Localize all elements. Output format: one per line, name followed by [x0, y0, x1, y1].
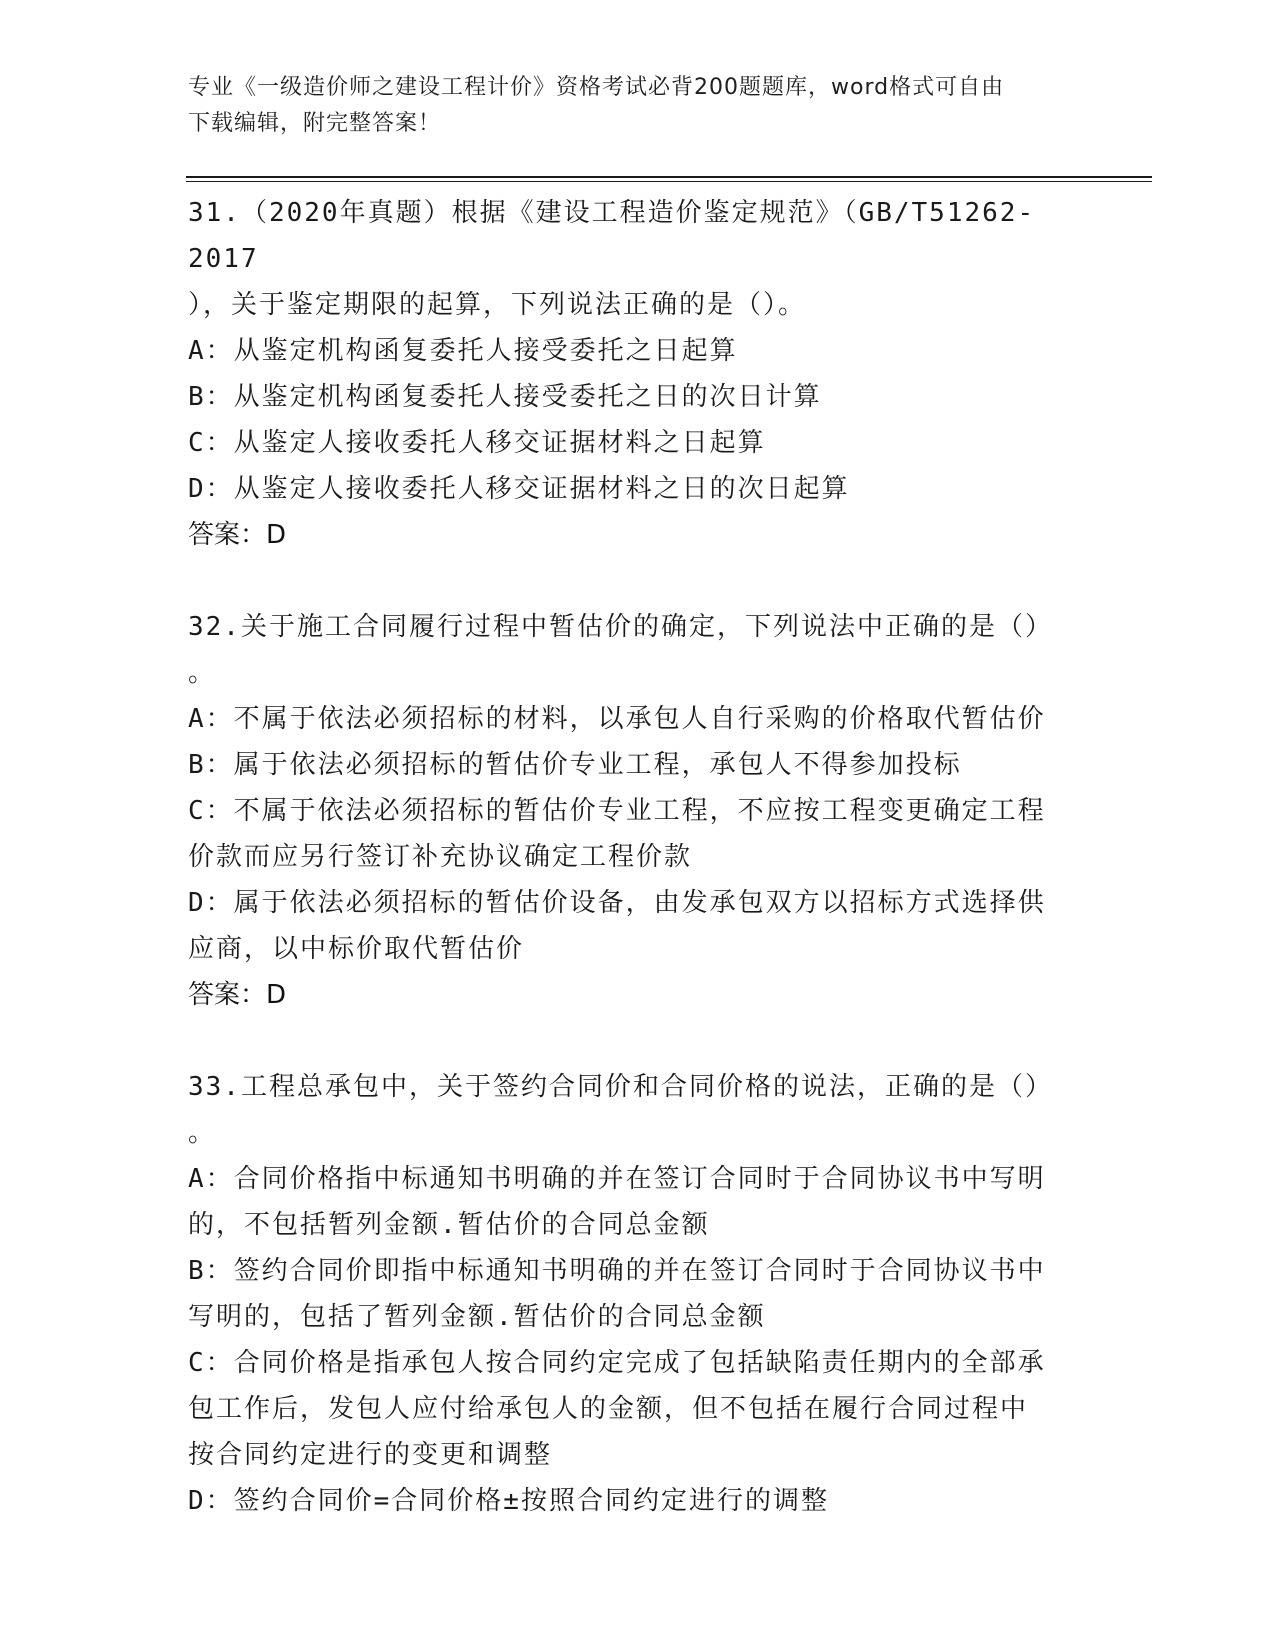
question-text-line: 32.关于施工合同履行过程中暂估价的确定，下列说法中正确的是（）: [188, 612, 1053, 642]
option-text-line: A：不属于依法必须招标的材料，以承包人自行采购的价格取代暂估价: [188, 704, 1046, 734]
option-text-line: D：属于依法必须招标的暂估价设备，由发承包双方以招标方式选择供: [188, 888, 1046, 918]
option-text-line: C：合同价格是指承包人按合同约定完成了包括缺陷责任期内的全部承: [188, 1348, 1046, 1378]
question-33: [188, 1064, 1088, 1524]
option-a: [188, 1156, 1088, 1248]
option-text-line: A：合同价格指中标通知书明确的并在签订合同时于合同协议书中写明: [188, 1164, 1046, 1194]
option-text-line: 包工作后，发包人应付给承包人的金额，但不包括在履行合同过程中: [188, 1394, 1029, 1424]
option-d: [188, 1478, 1088, 1524]
header-rule-thick: [186, 176, 1152, 178]
option-text-line: B：属于依法必须招标的暂估价专业工程，承包人不得参加投标: [188, 750, 962, 780]
option-text-line: 价款而应另行签订补充协议确定工程价款: [188, 842, 693, 872]
question-text-line: 。: [188, 658, 217, 688]
option-text-line: B：从鉴定机构函复委托人接受委托之日的次日计算: [188, 382, 822, 412]
option-b: [188, 1248, 1088, 1340]
option-text-line: 写明的，包括了暂列金额.暂估价的合同总金额: [188, 1302, 766, 1332]
option-a: [188, 328, 1088, 374]
option-text-line: C：不属于依法必须招标的暂估价专业工程，不应按工程变更确定工程: [188, 796, 1046, 826]
question-32: [188, 604, 1088, 1018]
header-rule-thin: [186, 181, 1152, 182]
document-header: [188, 70, 1088, 142]
header-line-2: 下载编辑，附完整答案！: [188, 111, 442, 136]
option-c: [188, 420, 1088, 466]
question-31: [188, 190, 1088, 558]
option-text-line: 的，不包括暂列金额.暂估价的合同总金额: [188, 1210, 710, 1240]
option-b: [188, 742, 1088, 788]
option-d: [188, 466, 1088, 512]
question-text-line: 。: [188, 1118, 217, 1148]
answer-line: 答案：D: [188, 520, 287, 550]
option-text-line: 按合同约定进行的变更和调整: [188, 1440, 553, 1470]
question-text-line: 33.工程总承包中，关于签约合同价和合同价格的说法，正确的是（）: [188, 1072, 1053, 1102]
option-text-line: 应商，以中标价取代暂估价: [188, 934, 525, 964]
question-text-line: ），关于鉴定期限的起算，下列说法正确的是（）。: [188, 290, 807, 320]
option-text-line: D：从鉴定人接收委托人移交证据材料之日的次日起算: [188, 474, 850, 504]
option-c: [188, 1340, 1088, 1478]
option-a: [188, 696, 1088, 742]
question-list: [188, 190, 1088, 1524]
option-text-line: D：签约合同价=合同价格±按照合同约定进行的调整: [188, 1486, 829, 1516]
option-text-line: A：从鉴定机构函复委托人接受委托之日起算: [188, 336, 738, 366]
option-c: [188, 788, 1088, 880]
option-d: [188, 880, 1088, 972]
option-text-line: B：签约合同价即指中标通知书明确的并在签订合同时于合同协议书中: [188, 1256, 1046, 1286]
header-line-1: 专业《一级造价师之建设工程计价》资格考试必背200题题库，word格式可自由: [188, 75, 1005, 100]
answer-line: 答案：D: [188, 980, 287, 1010]
question-text-line: 31.（2020年真题）根据《建设工程造价鉴定规范》（GB/T51262-2017: [188, 198, 1036, 274]
option-b: [188, 374, 1088, 420]
option-text-line: C：从鉴定人接收委托人移交证据材料之日起算: [188, 428, 766, 458]
